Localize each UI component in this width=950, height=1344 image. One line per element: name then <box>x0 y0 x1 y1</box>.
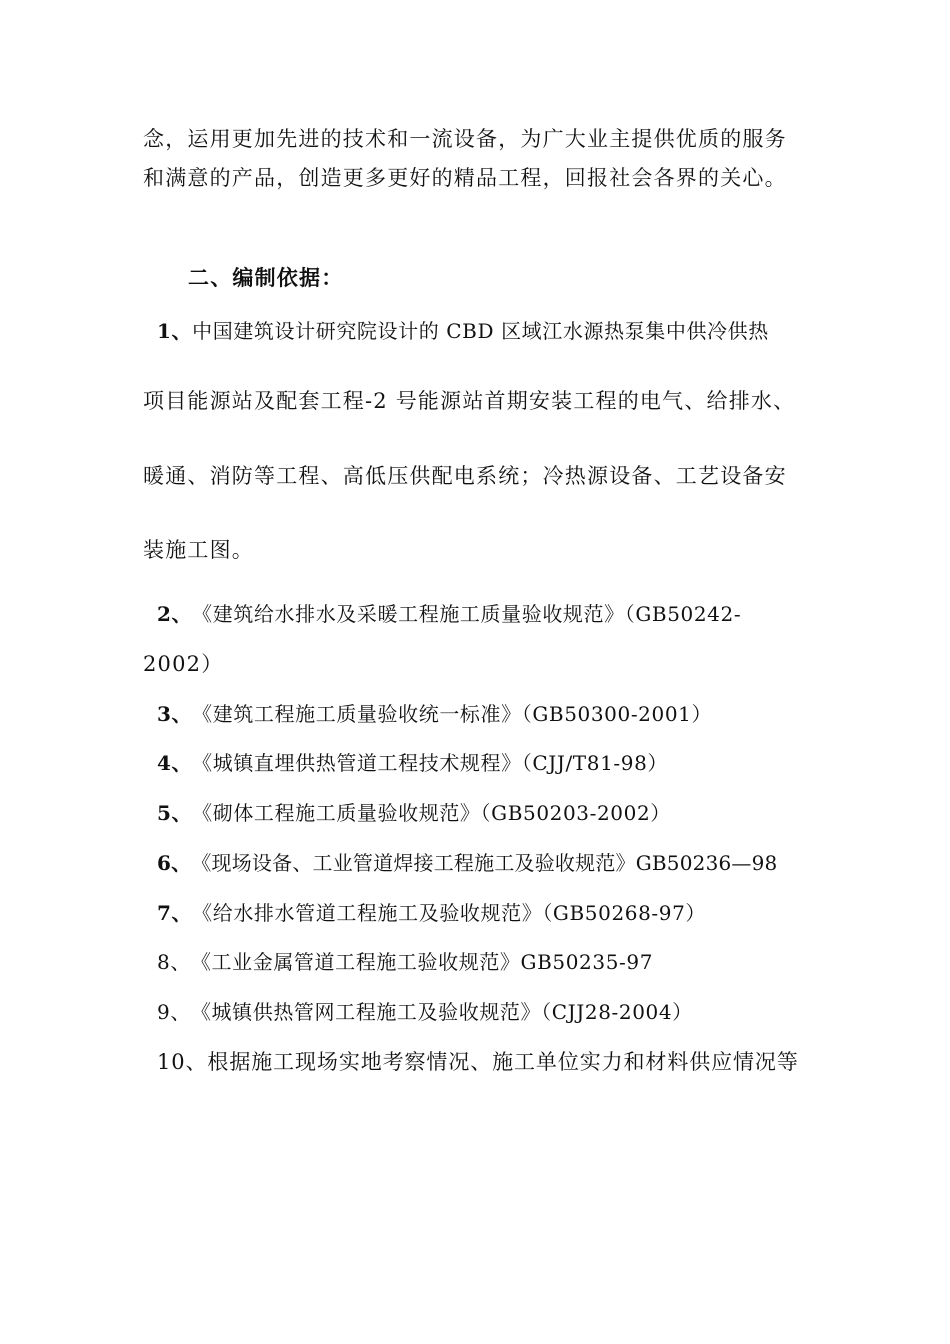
list-item-number: 5、 <box>157 801 193 825</box>
list-item-number: 4、 <box>157 751 193 775</box>
list-item-number: 6、 <box>157 851 192 875</box>
section-heading: 二、编制依据： <box>188 265 344 290</box>
list-item-number: 8、 <box>157 950 191 974</box>
list-item <box>157 948 653 976</box>
list-item-text: 《城镇直埋供热管道工程技术规程》（CJJ/T81-98） <box>192 751 668 775</box>
list-item <box>157 1048 799 1076</box>
list-item-continuation: 暖通、消防等工程、高低压供配电系统；冷热源设备、工艺设备安 <box>143 464 787 488</box>
list-item-text: 《砌体工程施工质量验收规范》（GB50203-2002） <box>192 801 671 825</box>
list-item <box>157 700 712 728</box>
list-item-number: 3、 <box>157 702 193 726</box>
list-item-continuation: 2002） <box>143 652 224 676</box>
list-item <box>157 899 706 927</box>
list-item-text: 《建筑工程施工质量验收统一标准》（GB50300-2001） <box>192 702 713 726</box>
list-item-number: 2、 <box>157 602 193 626</box>
list-item-text: 中国建筑设计研究院设计的 CBD 区域江水源热泵集中供冷供热 <box>192 319 769 343</box>
list-item <box>157 849 777 877</box>
list-item <box>157 749 668 777</box>
list-item-text: 《现场设备、工业管道焊接工程施工及验收规范》GB50236—98 <box>191 851 778 875</box>
list-item-text: 《城镇供热管网工程施工及验收规范》（CJJ28-2004） <box>190 1000 693 1024</box>
list-item-continuation: 项目能源站及配套工程-2 号能源站首期安装工程的电气、给排水、 <box>143 389 796 413</box>
list-item <box>157 600 741 628</box>
list-item <box>157 799 671 827</box>
list-item-text: 《工业金属管道工程施工验收规范》GB50235-97 <box>190 950 654 974</box>
list-item-continuation: 装施工图。 <box>143 538 254 562</box>
list-item-text: 《建筑给水排水及采暖工程施工质量验收规范》（GB50242- <box>192 602 742 626</box>
list-item-text: 根据施工现场实地考察情况、施工单位实力和材料供应情况等 <box>207 1050 799 1074</box>
list-item-number: 10、 <box>157 1050 208 1074</box>
list-item <box>157 998 693 1026</box>
list-item-text: 《给水排水管道工程施工及验收规范》（GB50268-97） <box>192 901 707 925</box>
intro-line-1: 念，运用更加先进的技术和一流设备，为广大业主提供优质的服务 <box>143 127 787 151</box>
list-item-number: 9、 <box>157 1000 191 1024</box>
list-item <box>157 317 769 345</box>
list-item-number: 1、 <box>157 319 193 343</box>
list-item-number: 7、 <box>157 901 193 925</box>
intro-line-2: 和满意的产品，创造更多更好的精品工程，回报社会各界的关心。 <box>143 166 787 190</box>
